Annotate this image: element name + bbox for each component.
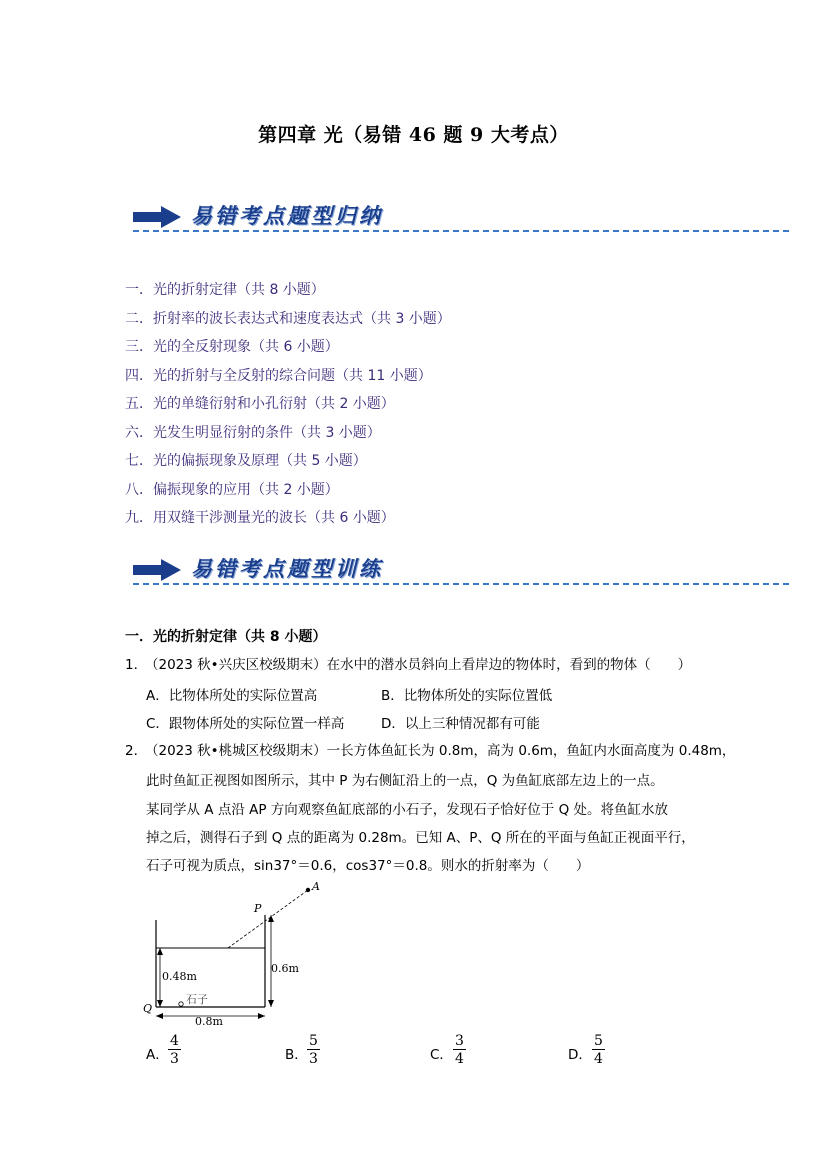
toc-item[interactable]: 八．偏振现象的应用（共 2 小题） (125, 481, 339, 498)
question-stem: （2023 秋•兴庆区校级期末）在水中的潜水员斜向上看岸边的物体时，看到的物体（ ） (145, 657, 692, 673)
toc-item[interactable]: 七．光的偏振现象及原理（共 5 小题） (125, 453, 367, 469)
banner-title: 易错考点题型归纳 (191, 204, 383, 228)
option-a[interactable]: A．比物体所处的实际位置高 (146, 688, 318, 704)
fraction-b: $\frac{5}{3}$ (309, 1033, 318, 1067)
option-c[interactable]: C． (430, 1047, 453, 1063)
label-stone: 石子 (186, 993, 208, 1006)
option-d[interactable]: D．以上三种情况都有可能 (381, 716, 540, 732)
toc-item[interactable]: 四．光的折射与全反射的综合问题（共 11 小题） (125, 367, 432, 384)
toc-item[interactable]: 三．光的全反射现象（共 6 小题） (125, 339, 339, 355)
option-a[interactable]: A． (146, 1047, 169, 1063)
option-c[interactable]: C．跟物体所处的实际位置一样高 (146, 716, 345, 732)
option-b[interactable]: B．比物体所处的实际位置低 (381, 688, 553, 704)
summary-banner (133, 200, 789, 240)
option-b[interactable]: B． (285, 1047, 308, 1063)
toc-item[interactable]: 二．折射率的波长表达式和速度表达式（共 3 小题） (125, 310, 451, 327)
question-number: 2． (125, 743, 148, 759)
section-title: 一．光的折射定律（共 8 小题） (125, 629, 327, 645)
label-a: A (312, 880, 320, 893)
toc-item[interactable]: 五．光的单缝衍射和小孔衍射（共 2 小题） (125, 396, 395, 412)
divider (133, 230, 789, 232)
question-1 (125, 655, 691, 675)
question-stem-line: 掉之后，测得石子到 Q 点的距离为 0.28m。已知 A、P、Q 所在的平面与鱼缸正视面平行， (146, 830, 695, 846)
fraction-d: $\frac{5}{4}$ (594, 1033, 603, 1067)
option-d[interactable]: D． (568, 1047, 592, 1063)
toc-item[interactable]: 一．光的折射定律（共 8 小题） (125, 282, 325, 298)
question-stem: （2023 秋•桃城区校级期末）一长方体鱼缸长为 0.8m，高为 0.6m，鱼缸内水面高度为 0.48m， (145, 743, 736, 759)
toc-item[interactable]: 六．光发生明显衍射的条件（共 3 小题） (125, 424, 381, 441)
question-stem-line: 某同学从 A 点沿 AP 方向观察鱼缸底部的小石子，发现石子恰好位于 Q 处。将鱼缸水放 (146, 802, 668, 818)
toc-item[interactable]: 九．用双缝干涉测量光的波长（共 6 小题） (125, 510, 395, 526)
question-2 (125, 741, 735, 761)
divider (133, 583, 789, 585)
label-tank-width: 0.8m (195, 1015, 223, 1025)
fish-tank-diagram (138, 880, 338, 1025)
training-banner (133, 553, 789, 593)
label-q: Q (143, 1002, 153, 1015)
fraction-a: $\frac{4}{3}$ (170, 1033, 179, 1067)
banner-title: 易错考点题型训练 (191, 557, 383, 581)
label-tank-height: 0.6m (271, 962, 299, 975)
page-title: 第四章 光（易错 46 题 9 大考点） (258, 124, 569, 146)
question-stem-line: 石子可视为质点，sin37°＝0.6，cos37°＝0.8。则水的折射率为（ ） (146, 858, 590, 874)
question-stem-line: 此时鱼缸正视图如图所示，其中 P 为右侧缸沿上的一点，Q 为鱼缸底部左边上的一点。 (146, 773, 664, 789)
question-number: 1． (125, 657, 148, 673)
label-water-height: 0.48m (162, 970, 197, 983)
arrow-right-icon (133, 559, 183, 581)
label-p: P (254, 902, 262, 915)
table-of-contents (125, 280, 451, 537)
fraction-c: $\frac{3}{4}$ (455, 1033, 464, 1067)
arrow-right-icon (133, 206, 183, 228)
